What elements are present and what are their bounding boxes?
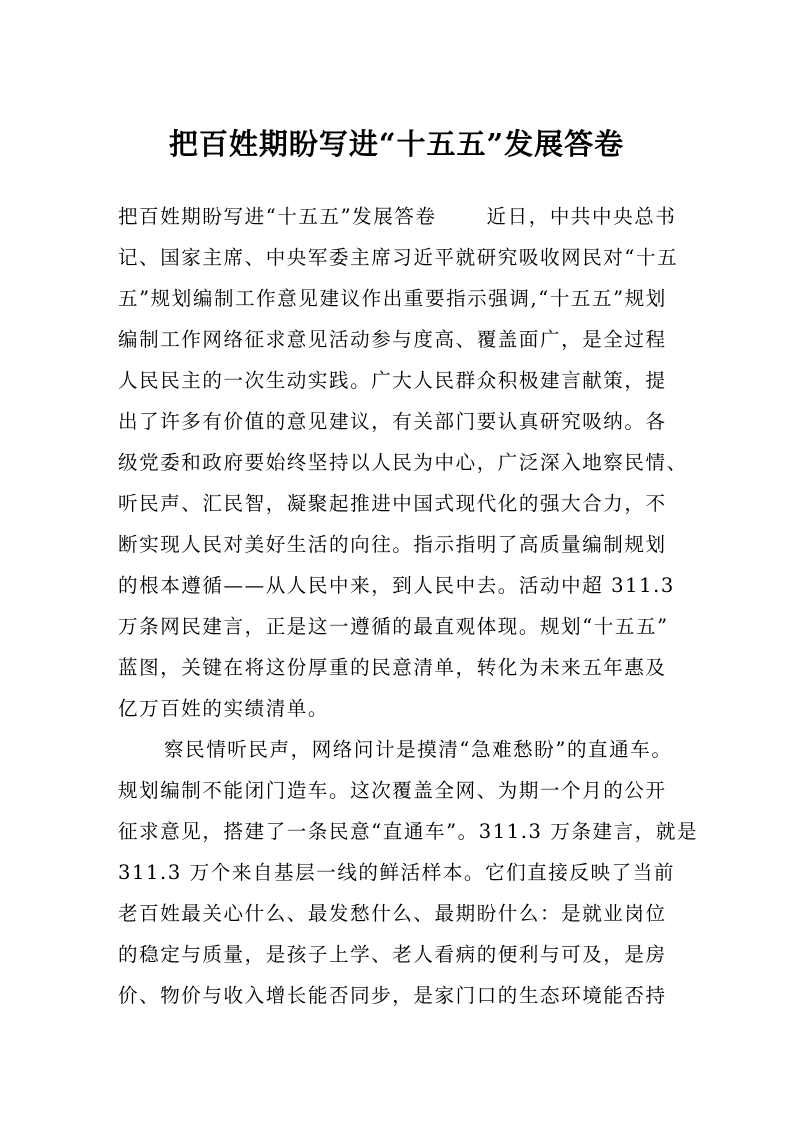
text-line: 规划编制不能闭门造车。这次覆盖全网、为期一个月的公开 xyxy=(118,779,667,802)
text-line: 的根本遵循——从人民中来，到人民中去。活动中超 311.3 xyxy=(118,574,675,597)
text-line: 五”规划编制工作意见建议作出重要指示强调,“十五五”规划 xyxy=(118,287,667,310)
text-line: 蓝图，关键在将这份厚重的民意清单，转化为未来五年惠及 xyxy=(118,656,667,679)
text-line: 听民声、汇民智，凝聚起推进中国式现代化的强大合力，不 xyxy=(118,492,667,515)
text-line: 记、国家主席、中央军委主席习近平就研究吸收网民对“十五 xyxy=(118,246,679,269)
paragraph-1 xyxy=(118,196,688,729)
text-line: 老百姓最关心什么、最发愁什么、最期盼什么：是就业岗位 xyxy=(118,902,667,925)
document-title: 把百姓期盼写进“十五五”发展答卷 xyxy=(168,127,625,161)
text-line: 把百姓期盼写进“十五五”发展答卷 近日，中共中央总书 xyxy=(118,205,677,228)
text-line: 出了许多有价值的意见建议，有关部门要认真研究吸纳。各 xyxy=(118,410,667,433)
paragraph-2 xyxy=(118,729,699,1016)
text-line: 察民情听民声，网络问计是摸清“急难愁盼”的直通车。 xyxy=(164,738,673,761)
text-line: 征求意见，搭建了一条民意“直通车”。311.3 万条建言，就是 xyxy=(118,820,699,843)
text-line: 人民民主的一次生动实践。广大人民群众积极建言献策，提 xyxy=(118,369,667,392)
text-line: 断实现人民对美好生活的向往。指示指明了高质量编制规划 xyxy=(118,533,667,556)
text-line: 311.3 万个来自基层一线的鲜活样本。它们直接反映了当前 xyxy=(118,861,675,884)
text-line: 亿万百姓的实绩清单。 xyxy=(118,697,330,720)
text-line: 万条网民建言，正是这一遵循的最直观体现。规划“十五五” xyxy=(118,615,669,638)
text-line: 的稳定与质量，是孩子上学、老人看病的便利与可及，是房 xyxy=(118,943,667,966)
text-line: 级党委和政府要始终坚持以人民为中心，广泛深入地察民情、 xyxy=(118,451,688,474)
text-line: 编制工作网络征求意见活动参与度高、覆盖面广，是全过程 xyxy=(118,328,667,351)
text-line: 价、物价与收入增长能否同步，是家门口的生态环境能否持 xyxy=(118,984,667,1007)
document-body xyxy=(118,196,699,1016)
